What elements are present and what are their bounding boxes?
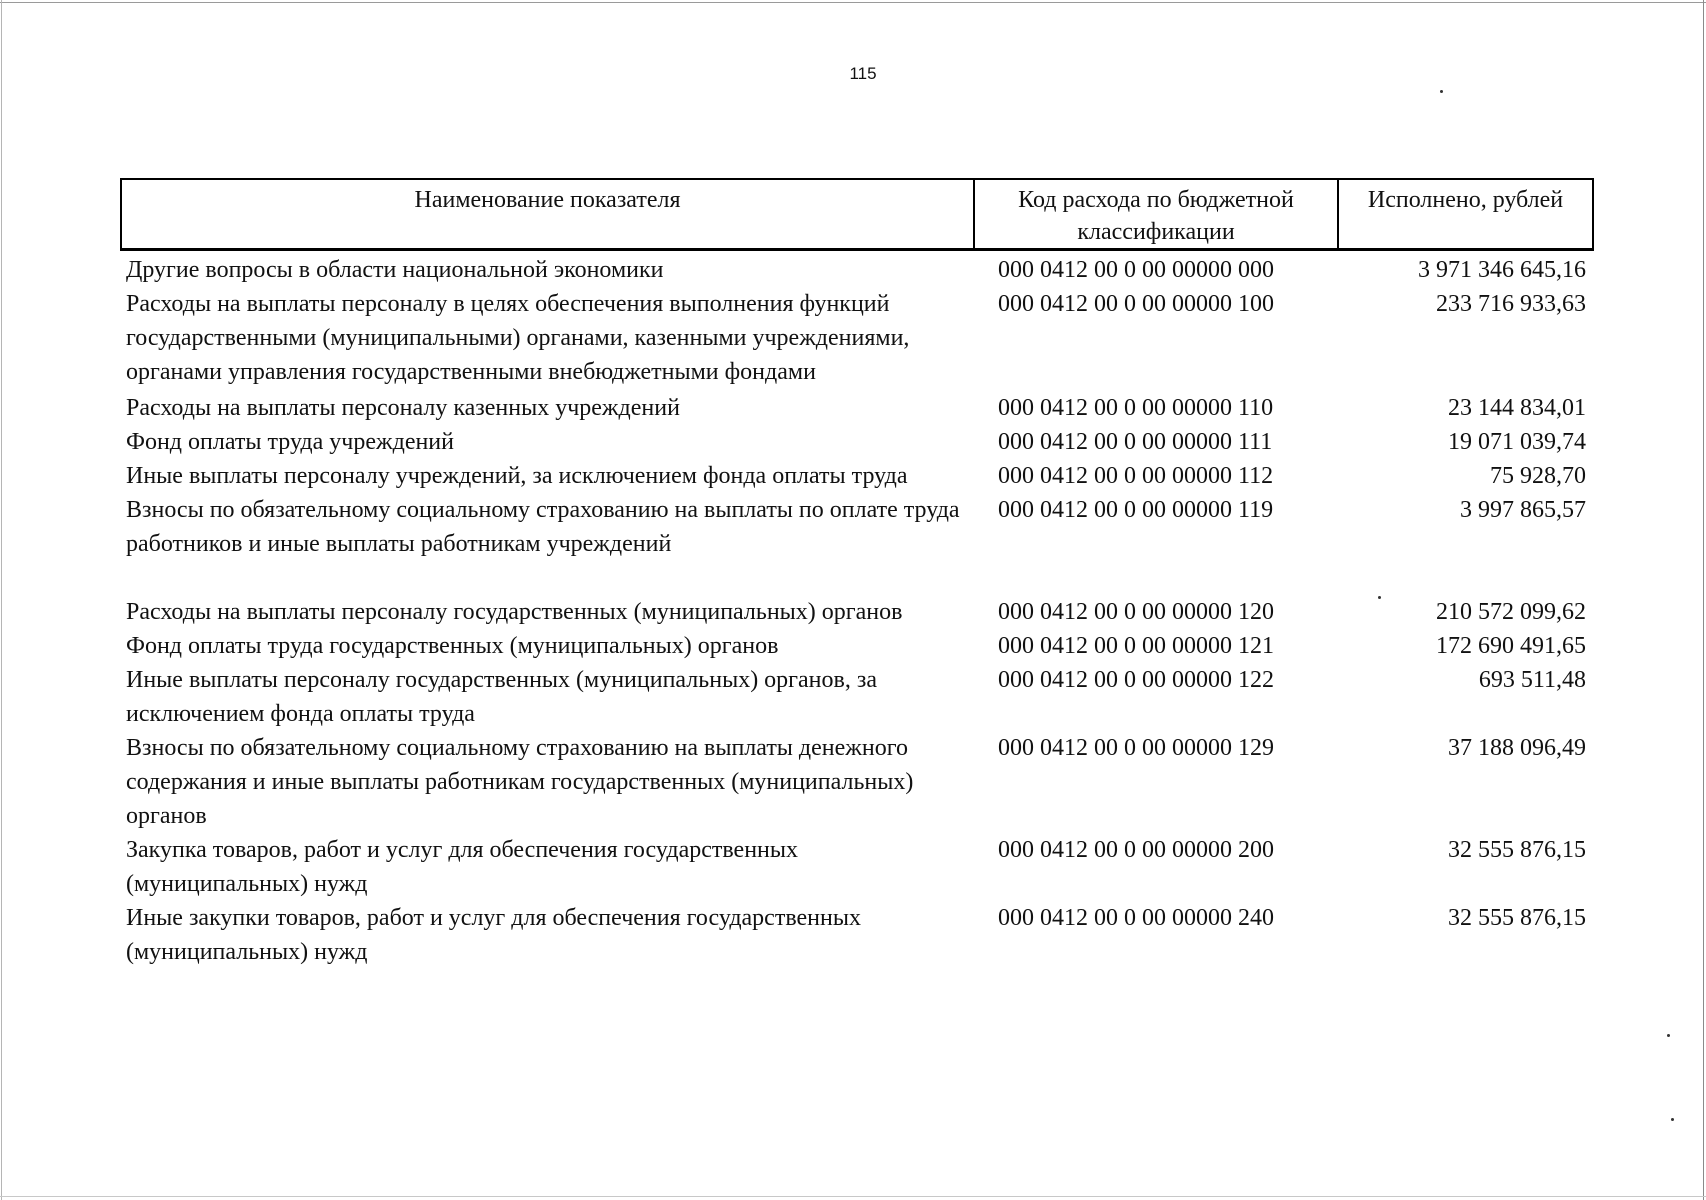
- table-row: [124, 287, 1594, 389]
- row-amount: 693 511,48: [1478, 667, 1586, 693]
- scan-left-edge: [1, 0, 2, 1200]
- header-name: Наименование показателя: [414, 187, 681, 213]
- row-amount: 32 555 876,15: [1448, 837, 1586, 863]
- row-code: 000 0412 00 0 00 00000 112: [998, 463, 1274, 489]
- table-row: [124, 663, 1594, 731]
- row-name: Фонд оплаты труда учреждений: [126, 429, 454, 455]
- row-amount: 19 071 039,74: [1448, 429, 1586, 455]
- table-body: [124, 253, 1594, 969]
- table-row: [124, 595, 1594, 629]
- table-row: [124, 391, 1594, 425]
- scan-speck: [1667, 1034, 1670, 1037]
- table-row: [124, 901, 1594, 969]
- table-header: [120, 178, 1594, 251]
- row-code: 000 0412 00 0 00 00000 110: [998, 395, 1274, 421]
- table-row: [124, 493, 1594, 561]
- table-row: [124, 425, 1594, 459]
- row-name: Закупка товаров, работ и услуг для обеспечения государственных (муниципальных) нужд: [126, 837, 799, 897]
- row-code: 000 0412 00 0 00 00000 122: [998, 667, 1274, 693]
- row-name: Расходы на выплаты персоналу в целях обеспечения выполнения функций государственными (муниципальными) органами, казенными учреждениями, органами управления государственными внебюджетными фондами: [126, 291, 910, 385]
- header-amount: Исполнено, рублей: [1337, 180, 1592, 248]
- row-amount: 233 716 933,63: [1436, 291, 1586, 317]
- row-code: 000 0412 00 0 00 00000 200: [998, 837, 1274, 863]
- row-amount: 210 572 099,62: [1436, 599, 1586, 625]
- row-code: 000 0412 00 0 00 00000 000: [998, 257, 1274, 283]
- scan-speck: [1440, 90, 1443, 93]
- row-amount: 75 928,70: [1490, 463, 1586, 489]
- row-code: 000 0412 00 0 00 00000 100: [998, 291, 1274, 317]
- row-amount: 32 555 876,15: [1448, 905, 1586, 931]
- row-code: 000 0412 00 0 00 00000 121: [998, 633, 1274, 659]
- row-amount: 3 971 346 645,16: [1418, 257, 1586, 283]
- row-name: Иные выплаты персоналу учреждений, за исключением фонда оплаты труда: [126, 463, 908, 489]
- table-row: [124, 731, 1594, 833]
- table-row: [124, 629, 1594, 663]
- row-name: Иные выплаты персоналу государственных (муниципальных) органов, за исключением фонда оплаты труда: [126, 667, 877, 727]
- scan-speck: [1671, 1118, 1674, 1121]
- row-amount: 172 690 491,65: [1436, 633, 1586, 659]
- table-row: [124, 253, 1594, 287]
- table-row: [124, 833, 1594, 901]
- row-name: Взносы по обязательному социальному страхованию на выплаты по оплате труда работников и иные выплаты работникам учреждений: [126, 497, 960, 557]
- row-code: 000 0412 00 0 00 00000 111: [998, 429, 1273, 455]
- row-code: 000 0412 00 0 00 00000 240: [998, 905, 1274, 931]
- row-amount: 23 144 834,01: [1448, 395, 1586, 421]
- row-code: 000 0412 00 0 00 00000 129: [998, 735, 1274, 761]
- row-name: Взносы по обязательному социальному страхованию на выплаты денежного содержания и иные выплаты работникам государственных (муниципальных) органов: [126, 735, 914, 829]
- scan-bottom-edge: [0, 1196, 1706, 1197]
- row-amount: 3 997 865,57: [1460, 497, 1586, 523]
- row-name: Расходы на выплаты персоналу государственных (муниципальных) органов: [126, 599, 903, 625]
- row-name: Фонд оплаты труда государственных (муниципальных) органов: [126, 633, 779, 659]
- scan-top-edge: [0, 2, 1706, 3]
- row-name: Другие вопросы в области национальной экономики: [126, 257, 664, 283]
- page-number: 115: [849, 64, 877, 83]
- table-row: [124, 459, 1594, 493]
- scan-right-edge: [1703, 0, 1704, 1200]
- header-code: Код расхода по бюджетной классификации: [973, 180, 1337, 248]
- scan-speck: [1378, 596, 1381, 599]
- row-code: 000 0412 00 0 00 00000 119: [998, 497, 1274, 523]
- row-name: Иные закупки товаров, работ и услуг для обеспечения государственных (муниципальных) нужд: [126, 905, 861, 965]
- row-code: 000 0412 00 0 00 00000 120: [998, 599, 1274, 625]
- row-name: Расходы на выплаты персоналу казенных учреждений: [126, 395, 680, 421]
- row-amount: 37 188 096,49: [1448, 735, 1586, 761]
